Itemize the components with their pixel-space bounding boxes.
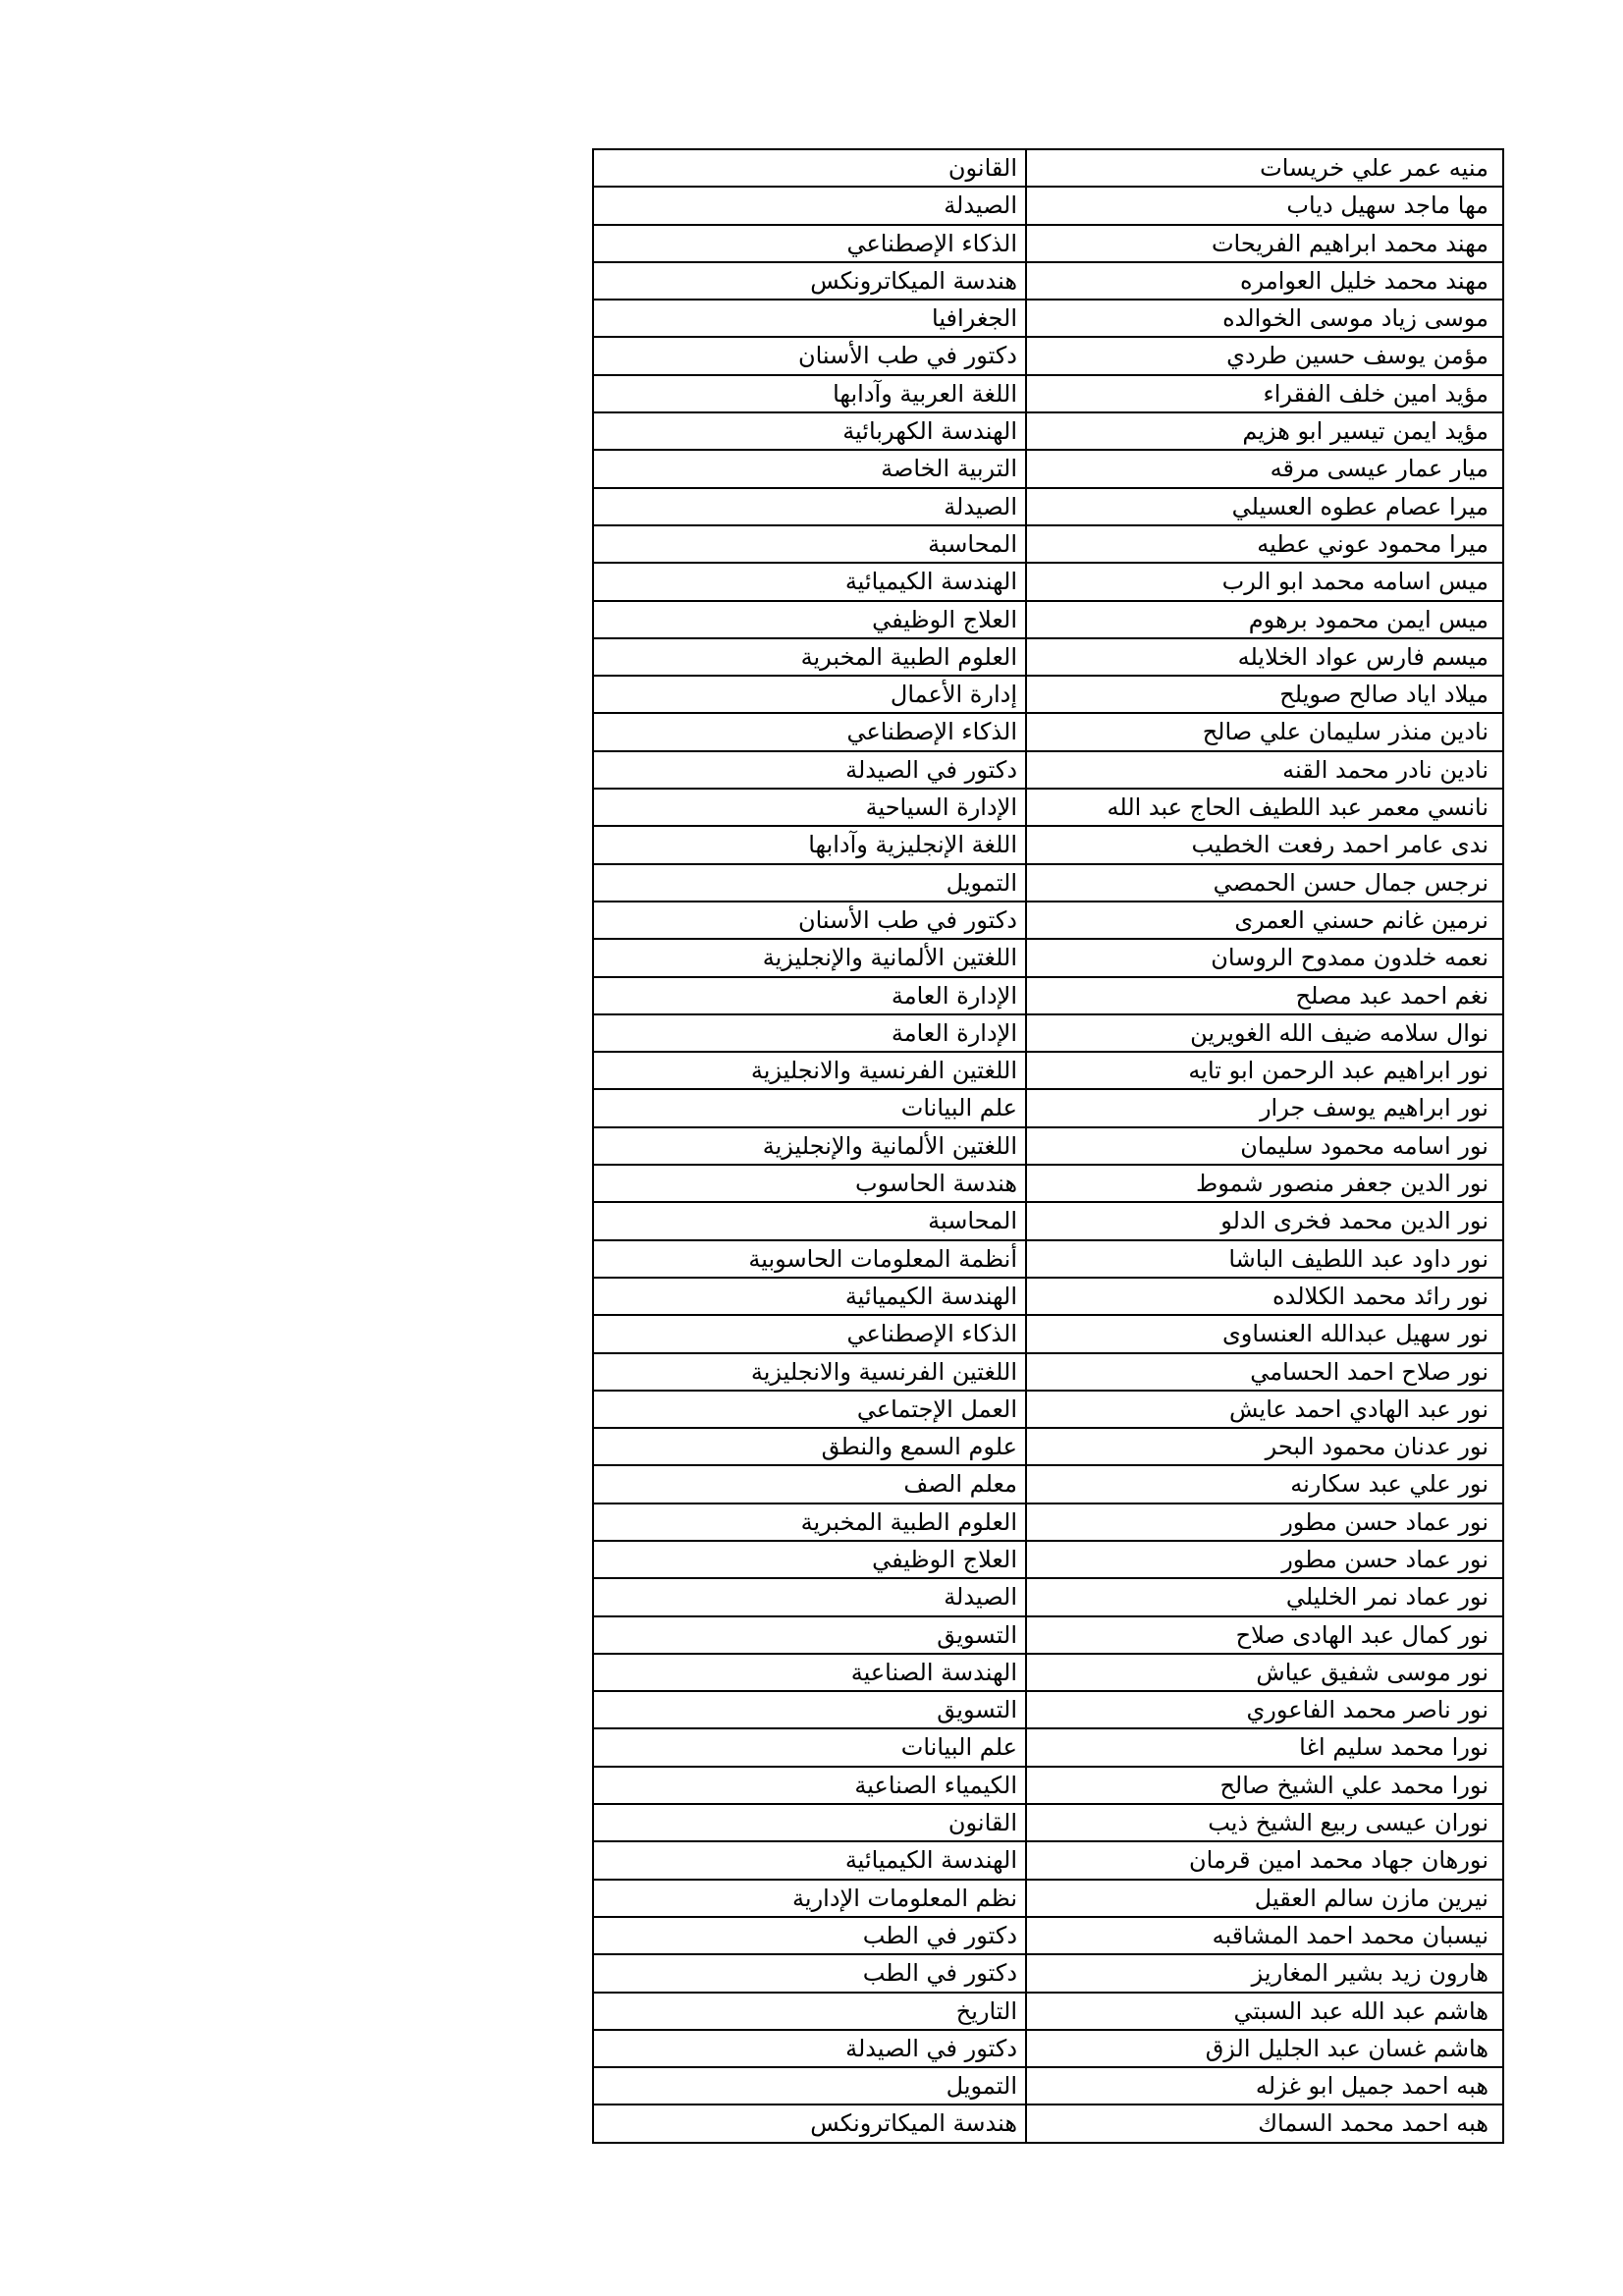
student-name-cell: هبه احمد محمد السماك [1027,2105,1504,2141]
table-row [594,1203,1504,1240]
major-cell: نظم المعلومات الإدارية [594,1881,1027,1916]
table-row [594,1729,1504,1767]
table-row [594,1692,1504,1729]
student-name-cell: نور ابراهيم عبد الرحمن ابو تايه [1027,1053,1504,1088]
student-name-cell: ميس اسامه محمد ابو الرب [1027,564,1504,599]
table-row [594,1918,1504,1955]
table-row [594,2068,1504,2105]
table-row [594,1015,1504,1053]
table-row [594,226,1504,263]
student-name-cell: هاشم غسان عبد الجليل الزق [1027,2031,1504,2066]
student-name-cell: نادين منذر سليمان علي صالح [1027,714,1504,749]
major-cell: الإدارة السياحية [594,790,1027,825]
major-cell: الذكاء الإصطناعي [594,1316,1027,1351]
table-row [594,1128,1504,1166]
table-row [594,1429,1504,1466]
student-name-cell: نادين نادر محمد القنه [1027,752,1504,788]
table-row [594,714,1504,751]
table-row [594,1579,1504,1616]
student-name-cell: موسى زياد موسى الخوالده [1027,301,1504,336]
student-name-cell: نور عبد الهادي احمد عايش [1027,1392,1504,1427]
student-name-cell: مها ماجد سهيل دياب [1027,188,1504,223]
major-cell: الهندسة الكيميائية [594,1842,1027,1878]
major-cell: اللغتين الألمانية والإنجليزية [594,1128,1027,1164]
table-row [594,1354,1504,1392]
table-row [594,338,1504,375]
table-row [594,413,1504,451]
major-cell: القانون [594,150,1027,186]
major-cell: المحاسبة [594,1203,1027,1238]
major-cell: الذكاء الإصطناعي [594,226,1027,261]
major-cell: دكتور في الطب [594,1918,1027,1953]
student-name-cell: نغم احمد عبد مصلح [1027,978,1504,1013]
table-row [594,902,1504,940]
table-row [594,1617,1504,1655]
student-name-cell: ميرا عصام عطوه العسيلي [1027,489,1504,524]
major-cell: هندسة الميكاترونكس [594,2105,1027,2141]
table-row [594,1842,1504,1880]
table-row [594,1655,1504,1692]
student-name-cell: ندى عامر احمد رفعت الخطيب [1027,827,1504,862]
table-row [594,2031,1504,2068]
major-cell: اللغتين الفرنسية والانجليزية [594,1053,1027,1088]
major-cell: الهندسة الكيميائية [594,564,1027,599]
student-name-cell: هبه احمد جميل ابو غزله [1027,2068,1504,2104]
table-row [594,1955,1504,1993]
table-row [594,790,1504,827]
major-cell: الهندسة الكيميائية [594,1279,1027,1314]
major-cell: علم البيانات [594,1729,1027,1765]
table-row [594,1466,1504,1503]
table-row [594,1392,1504,1429]
student-name-cell: مهند محمد خليل العوامره [1027,263,1504,299]
major-cell: الكيمياء الصناعية [594,1768,1027,1803]
student-name-cell: نور عماد حسن مطور [1027,1542,1504,1577]
student-name-cell: ميار عمار عيسى مرقه [1027,451,1504,486]
student-name-cell: مؤمن يوسف حسين طردي [1027,338,1504,373]
major-cell: معلم الصف [594,1466,1027,1502]
major-cell: العلوم الطبية المخبرية [594,639,1027,675]
student-name-cell: ميسم فارس عواد الخلايله [1027,639,1504,675]
student-name-cell: هاشم عبد الله عبد السبتي [1027,1994,1504,2029]
major-cell: اللغتين الفرنسية والانجليزية [594,1354,1027,1390]
student-name-cell: نور ناصر محمد الفاعوري [1027,1692,1504,1727]
student-name-cell: نرجس جمال حسن الحمصي [1027,865,1504,901]
table-row [594,2105,1504,2143]
major-cell: إدارة الأعمال [594,677,1027,712]
major-cell: التاريخ [594,1994,1027,2029]
student-name-cell: نور صلاح احمد الحسامي [1027,1354,1504,1390]
table-row [594,978,1504,1015]
student-name-cell: نور رائد محمد الكلالده [1027,1279,1504,1314]
student-name-cell: نور عماد نمر الخليلي [1027,1579,1504,1614]
table-row [594,150,1504,188]
table-row [594,1316,1504,1353]
student-name-cell: منيه عمر علي خريسات [1027,150,1504,186]
student-name-cell: نور موسى شفيق عياش [1027,1655,1504,1690]
major-cell: الإدارة العامة [594,978,1027,1013]
student-name-cell: نوال سلامه ضيف الله الغويرين [1027,1015,1504,1051]
table-row [594,526,1504,564]
student-name-cell: نور داود عبد اللطيف الباشا [1027,1241,1504,1277]
table-row [594,602,1504,639]
student-name-cell: نرمين غانم حسني العمرى [1027,902,1504,938]
major-cell: هندسة الحاسوب [594,1166,1027,1201]
major-cell: الجغرافيا [594,301,1027,336]
table-row [594,865,1504,902]
student-name-cell: نور الدين جعفر منصور شموط [1027,1166,1504,1201]
student-name-cell: نور عدنان محمود البحر [1027,1429,1504,1464]
student-name-cell: نانسي معمر عبد اللطيف الحاج عبد الله [1027,790,1504,825]
table-row [594,1241,1504,1279]
major-cell: الصيدلة [594,489,1027,524]
student-name-cell: نيرين مازن سالم العقيل [1027,1881,1504,1916]
major-cell: التربية الخاصة [594,451,1027,486]
major-cell: اللغتين الألمانية والإنجليزية [594,940,1027,975]
major-cell: هندسة الميكاترونكس [594,263,1027,299]
student-name-cell: نور سهيل عبدالله العنساوى [1027,1316,1504,1351]
student-name-cell: نور اسامه محمود سليمان [1027,1128,1504,1164]
table-row [594,639,1504,677]
student-name-cell: نعمه خلدون ممدوح الروسان [1027,940,1504,975]
major-cell: دكتور في طب الأسنان [594,902,1027,938]
major-cell: المحاسبة [594,526,1027,562]
student-name-cell: نور الدين محمد فخرى الدلو [1027,1203,1504,1238]
major-cell: العلوم الطبية المخبرية [594,1504,1027,1540]
table-row [594,1090,1504,1127]
major-cell: التسويق [594,1617,1027,1653]
table-row [594,564,1504,601]
table-row [594,940,1504,977]
major-cell: العلاج الوظيفي [594,602,1027,637]
table-row [594,451,1504,488]
student-name-cell: هارون زيد بشير المغاريز [1027,1955,1504,1991]
table-row [594,1881,1504,1918]
table-row [594,1279,1504,1316]
student-name-cell: نور علي عبد سكارنه [1027,1466,1504,1502]
student-name-cell: ميس ايمن محمود برهوم [1027,602,1504,637]
major-cell: التمويل [594,2068,1027,2104]
student-name-cell: نورا محمد علي الشيخ صالح [1027,1768,1504,1803]
table-row [594,1542,1504,1579]
table-row [594,752,1504,790]
student-major-table [592,148,1504,2144]
student-name-cell: نورهان جهاد محمد امين قرمان [1027,1842,1504,1878]
student-name-cell: نورا محمد سليم اغا [1027,1729,1504,1765]
major-cell: دكتور في الطب [594,1955,1027,1991]
major-cell: علوم السمع والنطق [594,1429,1027,1464]
student-name-cell: مؤيد ايمن تيسير ابو هزيم [1027,413,1504,449]
student-name-cell: نيسبان محمد احمد المشاقبه [1027,1918,1504,1953]
student-name-cell: نور ابراهيم يوسف جرار [1027,1090,1504,1125]
major-cell: اللغة العربية وآدابها [594,376,1027,411]
table-row [594,188,1504,225]
major-cell: التمويل [594,865,1027,901]
major-cell: العلاج الوظيفي [594,1542,1027,1577]
student-name-cell: ميلاد اياد صالح صويلح [1027,677,1504,712]
student-name-cell: ميرا محمود عوني عطيه [1027,526,1504,562]
major-cell: الصيدلة [594,1579,1027,1614]
table-row [594,376,1504,413]
major-cell: التسويق [594,1692,1027,1727]
student-name-cell: مهند محمد ابراهيم الفريحات [1027,226,1504,261]
student-name-cell: نور عماد حسن مطور [1027,1504,1504,1540]
major-cell: الصيدلة [594,188,1027,223]
student-name-cell: نوران عيسى ربيع الشيخ ذيب [1027,1805,1504,1840]
table-row [594,301,1504,338]
major-cell: دكتور في طب الأسنان [594,338,1027,373]
table-row [594,1053,1504,1090]
major-cell: اللغة الإنجليزية وآدابها [594,827,1027,862]
major-cell: العمل الإجتماعي [594,1392,1027,1427]
major-cell: علم البيانات [594,1090,1027,1125]
major-cell: الهندسة الصناعية [594,1655,1027,1690]
table-row [594,1805,1504,1842]
major-cell: دكتور في الصيدلة [594,2031,1027,2066]
table-row [594,1504,1504,1542]
major-cell: الإدارة العامة [594,1015,1027,1051]
major-cell: الهندسة الكهربائية [594,413,1027,449]
table-row [594,263,1504,301]
major-cell: الذكاء الإصطناعي [594,714,1027,749]
table-row [594,827,1504,864]
table-row [594,1166,1504,1203]
student-name-cell: مؤيد امين خلف الفقراء [1027,376,1504,411]
major-cell: دكتور في الصيدلة [594,752,1027,788]
student-name-cell: نور كمال عبد الهادى صلاح [1027,1617,1504,1653]
table-row [594,677,1504,714]
major-cell: أنظمة المعلومات الحاسوبية [594,1241,1027,1277]
table-row [594,489,1504,526]
major-cell: القانون [594,1805,1027,1840]
table-row [594,1994,1504,2031]
table-row [594,1768,1504,1805]
